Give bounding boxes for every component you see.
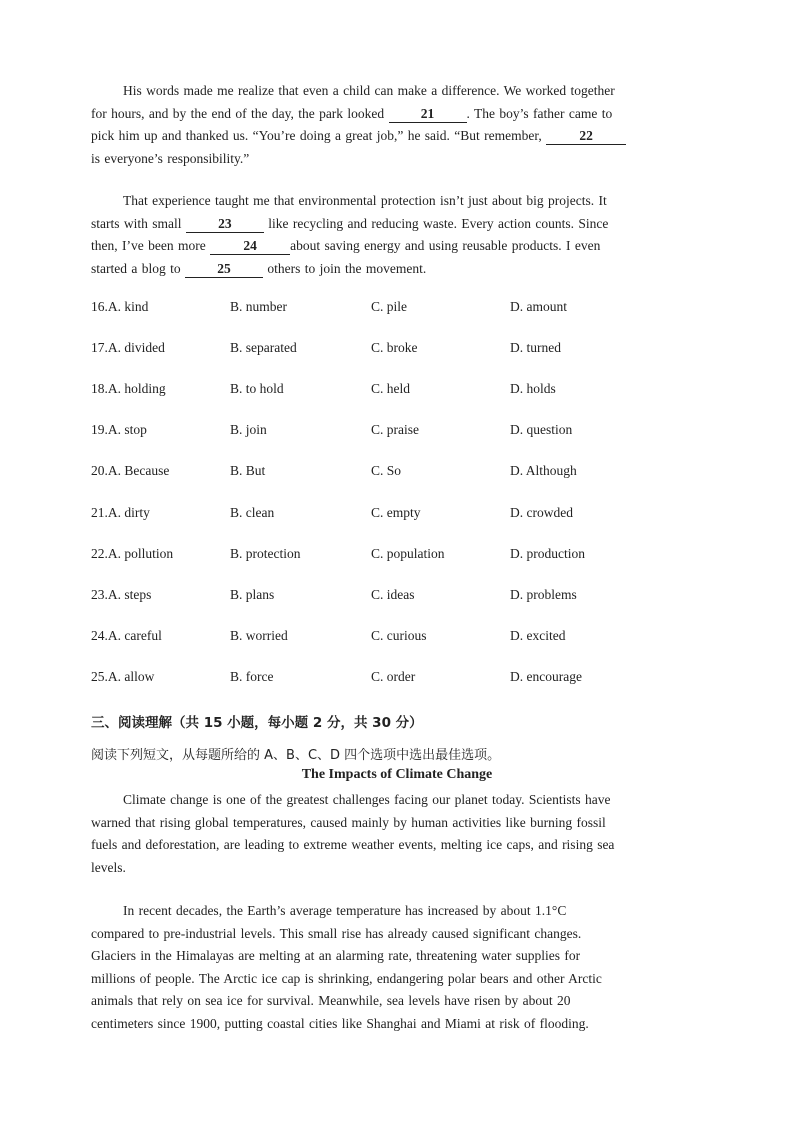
option-a: 18.A. holding (91, 381, 166, 396)
option-b: B. separated (230, 340, 297, 355)
blank-23: 23 (186, 215, 264, 233)
option-a: 17.A. divided (91, 340, 165, 355)
option-a: 25.A. allow (91, 669, 155, 684)
option-b: B. But (230, 463, 266, 478)
option-b: B. worried (230, 628, 288, 643)
text-line: warned that rising global temperatures, caused mainly by human activities like burning fossil (91, 814, 606, 830)
blank-25: 25 (185, 260, 263, 278)
option-d: D. production (510, 546, 585, 561)
text-line: In recent decades, the Earth’s average temperature has increased by about 1.1°C (123, 903, 567, 918)
option-d: D. amount (510, 299, 567, 314)
option-d: D. turned (510, 340, 561, 355)
option-a: 23.A. steps (91, 587, 152, 602)
article-paragraph-2 (91, 900, 698, 1035)
blank-24: 24 (210, 237, 290, 255)
question-options-18 (91, 381, 711, 401)
option-b: B. force (230, 669, 274, 684)
article-title: The Impacts of Climate Change (301, 767, 493, 782)
option-c: C. curious (371, 628, 427, 643)
option-a: 22.A. pollution (91, 546, 174, 561)
text-line: centimeters since 1900, putting coastal cities like Shanghai and Miami at risk of flooding. (91, 1015, 589, 1031)
text-line: compared to pre-industrial levels. This small rise has already caused significant changes. (91, 925, 582, 941)
option-a: 21.A. dirty (91, 505, 150, 520)
option-b: B. to hold (230, 381, 284, 396)
option-c: C. So (371, 463, 402, 478)
text-line: is everyone’s responsibility.” (91, 150, 250, 166)
option-b: B. join (230, 422, 267, 437)
text-line: fuels and deforestation, are leading to extreme weather events, melting ice caps, and rising sea (91, 837, 615, 852)
blank-22: 22 (546, 127, 626, 145)
option-a: 24.A. careful (91, 628, 162, 643)
option-a: 19.A. stop (91, 422, 147, 437)
section-title: 三、阅读理解（共 15 小题，每小题 2 分，共 30 分） (91, 715, 423, 731)
option-d: D. encourage (510, 669, 582, 684)
article-paragraph-1 (91, 789, 698, 879)
option-c: C. order (371, 669, 416, 684)
question-options-23 (91, 587, 711, 607)
option-d: D. crowded (510, 505, 573, 520)
option-d: D. question (510, 422, 573, 437)
text-line: animals that rely on sea ice for survival. Meanwhile, sea levels have risen by about 20 (91, 993, 571, 1008)
option-a: 16.A. kind (91, 299, 149, 314)
option-b: B. number (230, 299, 287, 314)
question-options-22 (91, 546, 711, 566)
question-options-21 (91, 505, 711, 525)
question-options-19 (91, 422, 711, 442)
question-options-16 (91, 299, 711, 319)
option-c: C. ideas (371, 587, 415, 602)
option-a: 20.A. Because (91, 463, 170, 478)
text-line: for hours, and by the end of the day, the park looked 21 . The boy’s father came to (91, 105, 613, 121)
option-c: C. held (371, 381, 410, 396)
option-b: B. clean (230, 505, 275, 520)
section-instruction: 阅读下列短文，从每题所给的 A、B、C、D 四个选项中选出最佳选项。 (91, 748, 501, 763)
option-b: B. protection (230, 546, 301, 561)
text-line: started a blog to 25 others to join the movement. (91, 260, 427, 276)
blank-21: 21 (389, 105, 467, 123)
option-c: C. empty (371, 505, 421, 520)
question-options-17 (91, 340, 711, 360)
text-line: starts with small 23 like recycling and reducing waste. Every action counts. Since (91, 215, 609, 231)
text-line: His words made me realize that even a child can make a difference. We worked together (123, 83, 615, 98)
text-line: levels. (91, 859, 126, 875)
story-paragraph-2 (91, 190, 698, 280)
text-line: That experience taught me that environmental protection isn’t just about big projects. It (123, 193, 607, 208)
story-paragraph-1 (91, 80, 698, 170)
option-b: B. plans (230, 587, 275, 602)
option-c: C. broke (371, 340, 418, 355)
option-c: C. pile (371, 299, 407, 314)
option-c: C. praise (371, 422, 419, 437)
option-c: C. population (371, 546, 445, 561)
option-d: D. excited (510, 628, 566, 643)
option-d: D. holds (510, 381, 556, 396)
text-line: then, I’ve been more 24 about saving energy and using reusable products. I even (91, 238, 601, 253)
question-options-25 (91, 669, 711, 689)
question-options-20 (91, 463, 711, 483)
text-line: Climate change is one of the greatest challenges facing our planet today. Scientists have (123, 792, 611, 807)
text-line: Glaciers in the Himalayas are melting at an alarming rate, threatening water supplies for (91, 948, 581, 963)
option-d: D. problems (510, 587, 577, 602)
text-line: millions of people. The Arctic ice cap is shrinking, endangering polar bears and other Arctic (91, 970, 602, 986)
text-line: pick him up and thanked us. “You’re doing a great job,” he said. “But remember, 22 (91, 125, 698, 148)
option-d: D. Although (510, 463, 577, 478)
question-options-24 (91, 628, 711, 648)
